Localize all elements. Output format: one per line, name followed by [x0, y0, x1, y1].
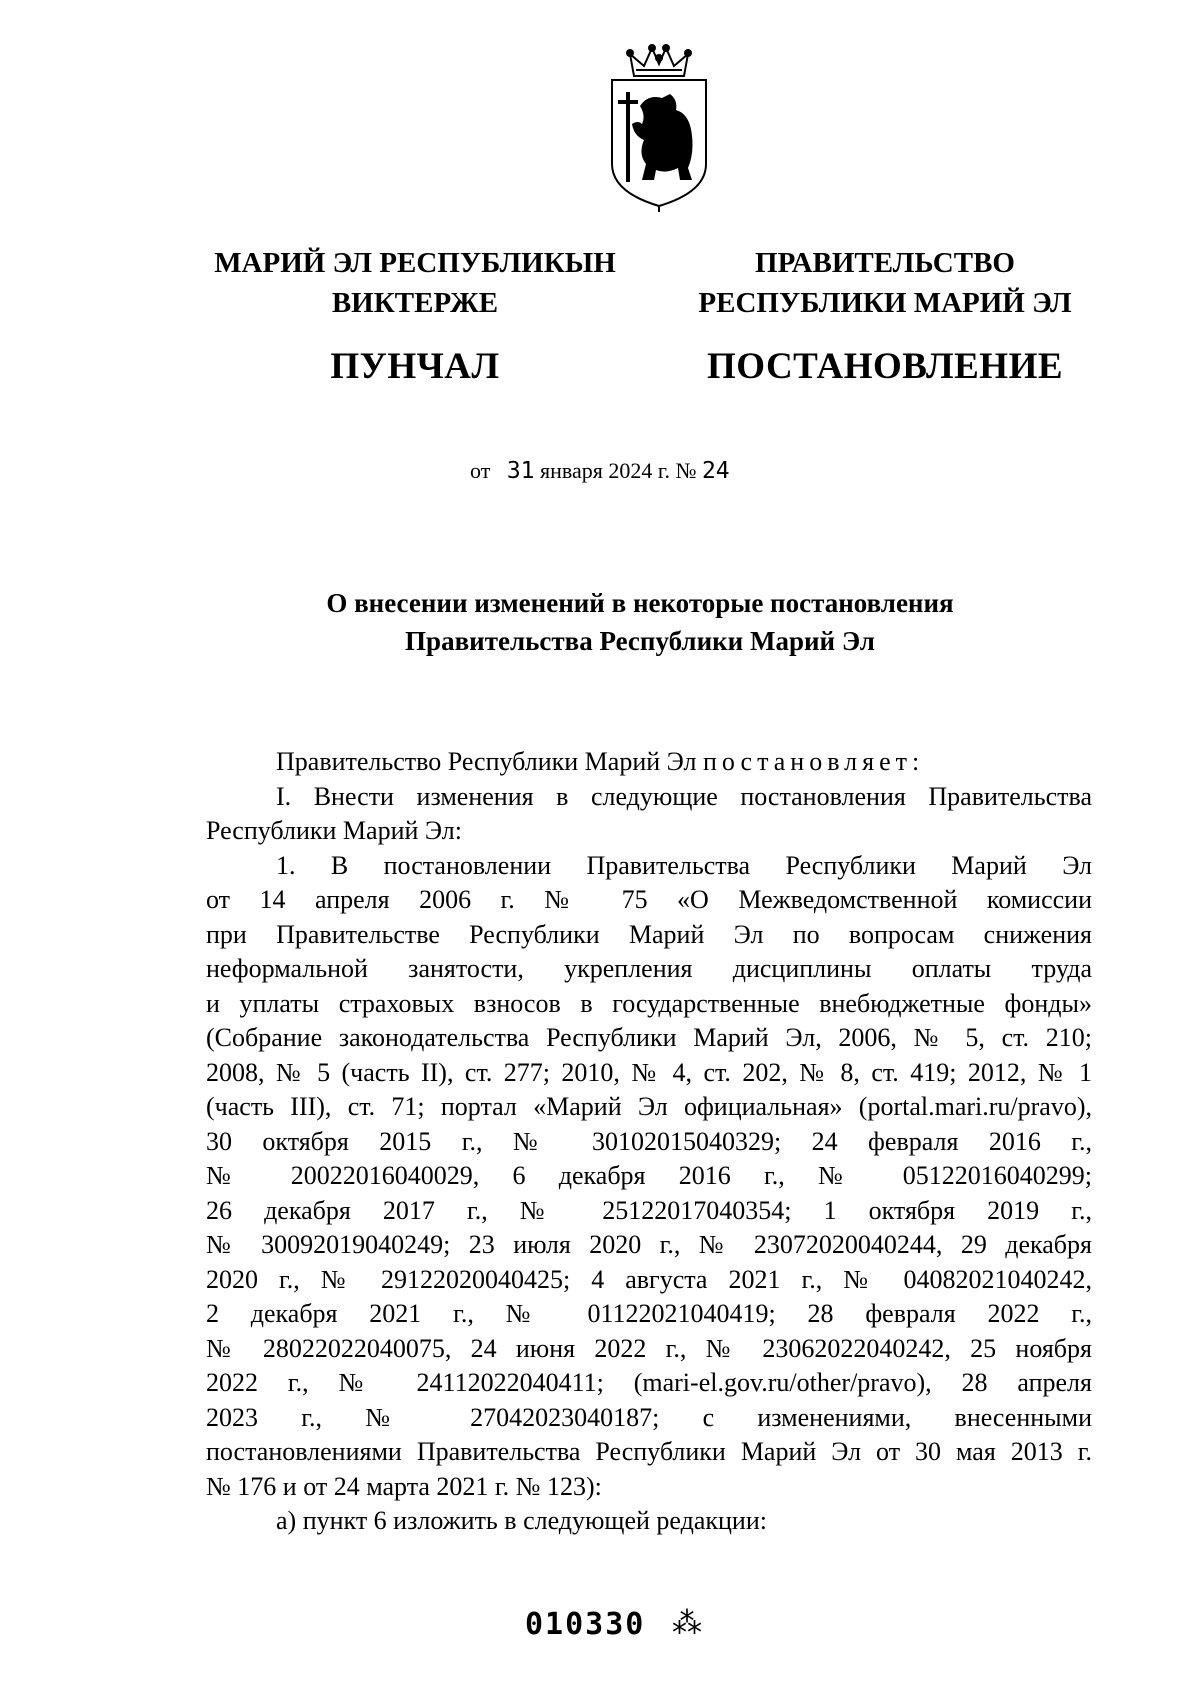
- body-line: 26 декабря 2017 г., № 25122017040354; 1 октября 2019 г.,: [206, 1195, 1092, 1225]
- header-russian: [660, 243, 1110, 389]
- header-mari-line1: МАРИЙ ЭЛ РЕСПУБЛИКЫН: [214, 247, 616, 279]
- header-russian-line1: ПРАВИТЕЛЬСТВО: [755, 247, 1015, 279]
- body-line: (часть III), ст. 71; портал «Марий Эл официальная» (portal.mari.ru/pravo),: [206, 1092, 1092, 1121]
- body-line: Республики Марий Эл:: [206, 816, 462, 845]
- asterism-mark: ⁂: [672, 1607, 702, 1640]
- date-month-year: января 2024 г. №: [540, 458, 697, 483]
- body-line: 2008, № 5 (часть II), ст. 277; 2010, № 4, ст. 202, № 8, ст. 419; 2012, № 1: [206, 1057, 1092, 1087]
- body-line: неформальной занятости, укрепления дисциплины оплаты труда: [206, 954, 1092, 983]
- title-line1: О внесении изменений в некоторые постановления: [326, 588, 954, 618]
- body-line: I. Внести изменения в следующие постановления Правительства: [276, 781, 1092, 811]
- title-line2: Правительства Республики Марий Эл: [405, 626, 875, 656]
- body-line: и уплаты страховых взносов в государственные внебюджетные фонды»: [206, 988, 1092, 1018]
- header-mari-title: ПУНЧАЛ: [330, 346, 500, 387]
- body-line: № 28022022040075, 24 июня 2022 г., № 23062022040242, 25 ноября: [206, 1333, 1092, 1363]
- document-date-line: [470, 458, 730, 484]
- body-line: а) пункт 6 изложить в следующей редакции:: [276, 1506, 767, 1535]
- intro-spaced: постановляет:: [702, 747, 925, 776]
- document-number: 24: [701, 458, 730, 484]
- document-title: [200, 584, 1080, 660]
- header-mari-line2: ВИКТЕРЖЕ: [331, 287, 499, 319]
- body-line: 2022 г., № 24112022040411; (mari-el.gov.ru/other/pravo), 28 апреля: [206, 1368, 1092, 1397]
- header-russian-title: ПОСТАНОВЛЕНИЕ: [706, 346, 1064, 387]
- body-line: при Правительстве Республики Марий Эл по вопросам снижения: [206, 919, 1092, 949]
- coat-of-arms-icon: [600, 44, 718, 212]
- body-line: от 14 апреля 2006 г. № 75 «О Межведомственной комиссии: [206, 885, 1092, 914]
- body-line: 2020 г., № 29122020040425; 4 августа 2021 г., № 04082021040242,: [206, 1264, 1092, 1294]
- serial-number: 010330: [525, 1607, 646, 1642]
- body-line: № 176 и от 24 марта 2021 г. № 123):: [206, 1471, 602, 1501]
- header-russian-line2: РЕСПУБЛИКИ МАРИЙ ЭЛ: [698, 287, 1072, 319]
- date-day: 31: [506, 458, 535, 484]
- header-mari: [180, 243, 650, 389]
- body-line: № 30092019040249; 23 июля 2020 г., № 23072020040244, 29 декабря: [206, 1230, 1092, 1259]
- body-line: 1. В постановлении Правительства Республики Марий Эл: [276, 850, 1092, 880]
- body-line: 2 декабря 2021 г., № 01122021040419; 28 февраля 2022 г.,: [206, 1299, 1092, 1328]
- intro-main: Правительство Республики Марий Эл: [276, 747, 697, 776]
- date-prefix: от: [470, 458, 491, 483]
- body-line: 30 октября 2015 г., № 30102015040329; 24 февраля 2016 г.,: [206, 1126, 1092, 1156]
- body-line: 2023 г., № 27042023040187; с изменениями, внесенными: [206, 1402, 1092, 1432]
- body-line: (Собрание законодательства Республики Марий Эл, 2006, № 5, ст. 210;: [206, 1023, 1092, 1052]
- body-line: № 20022016040029, 6 декабря 2016 г., № 05122016040299;: [206, 1161, 1092, 1190]
- body-intro: [206, 745, 1092, 780]
- body-line: постановлениями Правительства Республики Марий Эл от 30 мая 2013 г.: [206, 1437, 1092, 1466]
- document-body: [206, 745, 1092, 1539]
